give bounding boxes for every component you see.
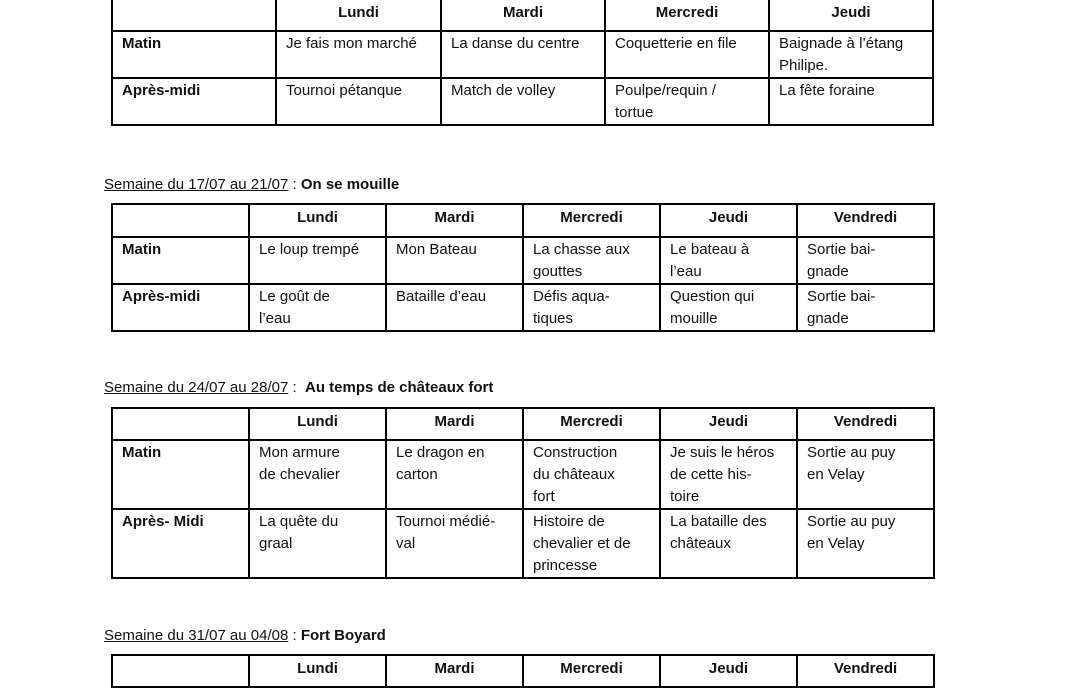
- day-header: Vendredi: [797, 204, 934, 237]
- activity-cell: Sortie bai- gnade: [797, 237, 934, 284]
- activity-cell: La chasse aux gouttes: [523, 237, 660, 284]
- week-theme: Au temps de châteaux fort: [305, 379, 494, 396]
- day-header: Mercredi: [605, 0, 769, 31]
- corner-cell: [112, 204, 249, 237]
- table-header-row: [112, 655, 934, 687]
- week4-heading: [104, 626, 386, 646]
- day-header: Jeudi: [769, 0, 933, 31]
- row-label: Après- Midi: [112, 509, 249, 578]
- activity-cell: La bataille des châteaux: [660, 509, 797, 578]
- day-header: Mardi: [386, 204, 523, 237]
- corner-cell: [112, 408, 249, 440]
- activity-cell: Bataille d’eau: [386, 284, 523, 331]
- table-row: [112, 31, 933, 78]
- activity-cell: Mon armure de chevalier: [249, 440, 386, 509]
- activity-cell: Match de volley: [441, 78, 605, 125]
- table-header-row: [112, 408, 934, 440]
- activity-cell: Construction du châteaux fort: [523, 440, 660, 509]
- activity-cell: Coquetterie en file: [605, 31, 769, 78]
- activity-cell: Mon Bateau: [386, 237, 523, 284]
- day-header: Mardi: [441, 0, 605, 31]
- day-header: Jeudi: [660, 655, 797, 687]
- row-label: Matin: [112, 440, 249, 509]
- activity-cell: Le dragon en carton: [386, 440, 523, 509]
- table-row: [112, 78, 933, 125]
- activity-cell: Baignade à l’étang Philipe.: [769, 31, 933, 78]
- day-header: Lundi: [249, 655, 386, 687]
- day-header: Lundi: [249, 204, 386, 237]
- activity-cell: Histoire de chevalier et de princesse: [523, 509, 660, 578]
- activity-cell: Sortie au puy en Velay: [797, 440, 934, 509]
- table-row: [112, 284, 934, 331]
- activity-cell: Tournoi médié- val: [386, 509, 523, 578]
- day-header: Mercredi: [523, 408, 660, 440]
- activity-cell: Le bateau à l’eau: [660, 237, 797, 284]
- table-row: [112, 237, 934, 284]
- table-row: [112, 509, 934, 578]
- row-label: Après-midi: [112, 78, 276, 125]
- row-label: Matin: [112, 31, 276, 78]
- week-separator: :: [288, 379, 305, 396]
- activity-cell: La fête foraine: [769, 78, 933, 125]
- week-theme: On se mouille: [300, 176, 400, 193]
- week1-schedule-table: [111, 0, 934, 126]
- week-theme: Fort Boyard: [300, 627, 386, 644]
- day-header: Jeudi: [660, 408, 797, 440]
- activity-cell: La danse du centre: [441, 31, 605, 78]
- week-dates: Semaine du 31/07 au 04/08: [104, 627, 289, 644]
- week2-heading: [104, 175, 399, 195]
- day-header: Mardi: [386, 655, 523, 687]
- table-header-row: [112, 0, 933, 31]
- activity-cell: Tournoi pétanque: [276, 78, 441, 125]
- week3-heading: [104, 378, 493, 398]
- week-separator: :: [288, 176, 301, 193]
- day-header: Vendredi: [797, 655, 934, 687]
- week4-schedule-table: [111, 654, 935, 688]
- week3-schedule-table: [111, 407, 935, 579]
- week-dates: Semaine du 24/07 au 28/07: [104, 379, 289, 396]
- table-row: [112, 440, 934, 509]
- corner-cell: [112, 0, 276, 31]
- activity-cell: Sortie au puy en Velay: [797, 509, 934, 578]
- corner-cell: [112, 655, 249, 687]
- week-separator: :: [288, 627, 301, 644]
- activity-cell: La quête du graal: [249, 509, 386, 578]
- activity-cell: Je suis le héros de cette his- toire: [660, 440, 797, 509]
- day-header: Lundi: [249, 408, 386, 440]
- week-dates: Semaine du 17/07 au 21/07: [104, 176, 289, 193]
- activity-cell: Je fais mon marché: [276, 31, 441, 78]
- row-label: Matin: [112, 237, 249, 284]
- activity-cell: Sortie bai- gnade: [797, 284, 934, 331]
- day-header: Mardi: [386, 408, 523, 440]
- day-header: Mercredi: [523, 204, 660, 237]
- week2-schedule-table: [111, 203, 935, 332]
- table-header-row: [112, 204, 934, 237]
- day-header: Vendredi: [797, 408, 934, 440]
- day-header: Mercredi: [523, 655, 660, 687]
- activity-cell: Le loup trempé: [249, 237, 386, 284]
- activity-cell: Poulpe/requin / tortue: [605, 78, 769, 125]
- day-header: Lundi: [276, 0, 441, 31]
- activity-cell: Question qui mouille: [660, 284, 797, 331]
- row-label: Après-midi: [112, 284, 249, 331]
- activity-cell: Le goût de l’eau: [249, 284, 386, 331]
- activity-cell: Défis aqua- tiques: [523, 284, 660, 331]
- day-header: Jeudi: [660, 204, 797, 237]
